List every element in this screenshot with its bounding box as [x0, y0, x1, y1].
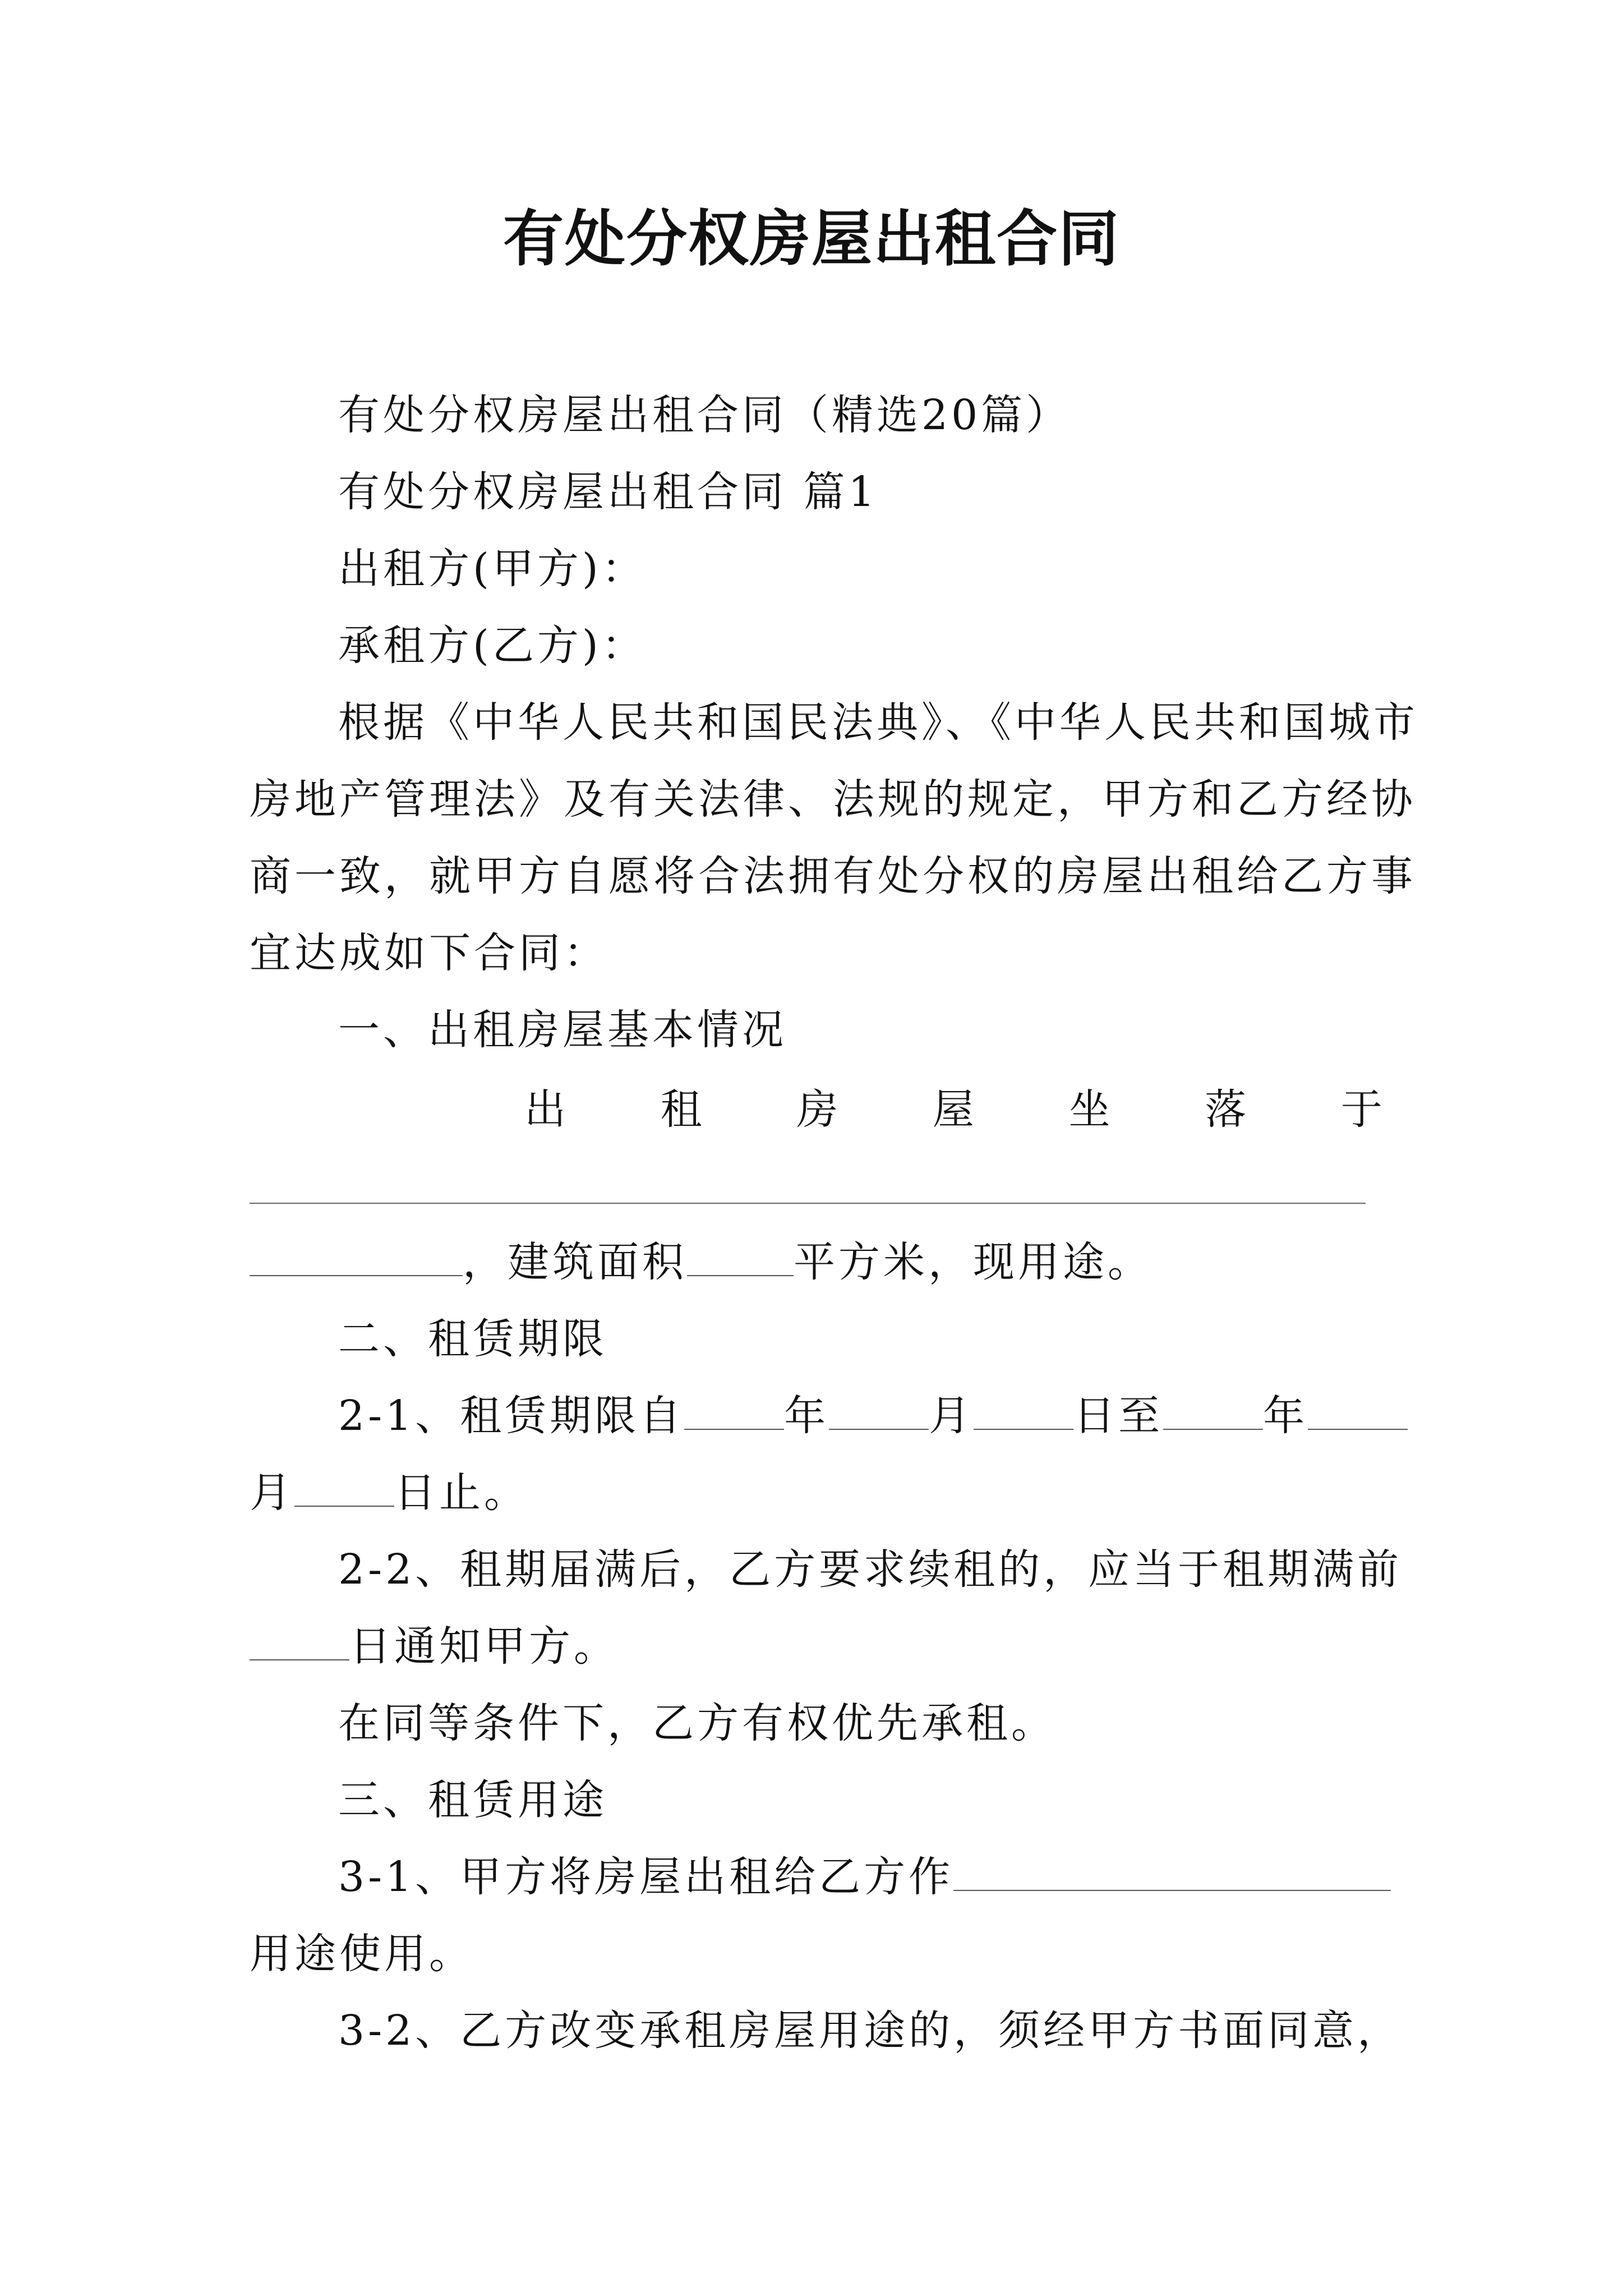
section-heading: 有处分权房屋出租合同 篇1	[338, 468, 878, 516]
location-char: 落	[1205, 1085, 1247, 1134]
clause2-heading: 二、租赁期限	[338, 1315, 607, 1363]
clause2-2-line2	[250, 1618, 1382, 1674]
clause3-2: 3-2、乙方改变承租房屋用途的，须经甲方书面同意，	[338, 2007, 1403, 2055]
location-char: 屋	[932, 1085, 974, 1134]
lessee-label: 承租方(乙方)：	[338, 622, 647, 670]
blank-field	[974, 1394, 1073, 1430]
document-title: 有处分权房屋出租合同	[502, 204, 1120, 274]
month-label: 月	[250, 1469, 294, 1517]
day-to-label: 日至	[1073, 1392, 1164, 1440]
lessor-label: 出租方(甲方)：	[338, 545, 647, 593]
clause1-heading: 一、出租房屋基本情况	[338, 1006, 787, 1054]
location-char: 坐	[1068, 1085, 1110, 1134]
blank-field	[294, 1471, 394, 1507]
clause1-location-line	[524, 1082, 1382, 1138]
clause2-3: 在同等条件下，乙方有权优先承租。	[338, 1699, 1056, 1747]
clause2-1-line2	[250, 1465, 1382, 1521]
location-char: 房	[796, 1085, 838, 1134]
preamble-line: 商一致，就甲方自愿将合法拥有处分权的房屋出租给乙方事	[250, 852, 1416, 900]
clause1-area-line	[250, 1234, 1382, 1290]
clause3-1-text: 3-1、甲方将房屋出租给乙方作	[338, 1853, 954, 1901]
clause2-1-end: 日止。	[394, 1469, 529, 1517]
year-label: 年	[784, 1392, 829, 1440]
area-text: ，建筑面积	[463, 1238, 687, 1286]
use-text: 平方米，现用途。	[794, 1238, 1152, 1286]
preamble-line: 根据《中华人民共和国民法典》、《中华人民共和国城市	[338, 698, 1418, 747]
clause3-1-line2: 用途使用。	[250, 1930, 474, 1978]
location-char: 租	[660, 1085, 702, 1134]
blank-field	[250, 1240, 463, 1276]
clause2-2-line1: 2-2、租期届满后，乙方要求续租的，应当于租期满前	[338, 1545, 1403, 1594]
location-char: 于	[1340, 1085, 1382, 1134]
location-char: 出	[524, 1085, 566, 1134]
blank-field	[687, 1240, 794, 1276]
clause2-1-line1	[338, 1388, 1382, 1444]
year-label: 年	[1263, 1392, 1308, 1440]
blank-field	[829, 1394, 929, 1430]
blank-field	[250, 1625, 349, 1660]
preamble-line: 宜达成如下合同：	[250, 929, 608, 977]
month-label: 月	[929, 1392, 974, 1440]
clause2-1-prefix: 2-1、租赁期限自	[338, 1392, 685, 1440]
blank-field	[953, 1855, 1391, 1891]
blank-field	[1308, 1394, 1408, 1430]
clause2-2-text: 日通知甲方。	[349, 1622, 619, 1671]
clause3-1-line1	[338, 1849, 1382, 1905]
clause3-heading: 三、租赁用途	[338, 1776, 607, 1824]
preamble-line: 房地产管理法》及有关法律、法规的规定，甲方和乙方经协	[250, 775, 1416, 823]
location-blank-rule	[250, 1203, 1366, 1204]
blank-field	[1163, 1394, 1263, 1430]
blank-field	[684, 1394, 784, 1430]
document-subtitle: 有处分权房屋出租合同（精选20篇）	[338, 391, 1071, 439]
